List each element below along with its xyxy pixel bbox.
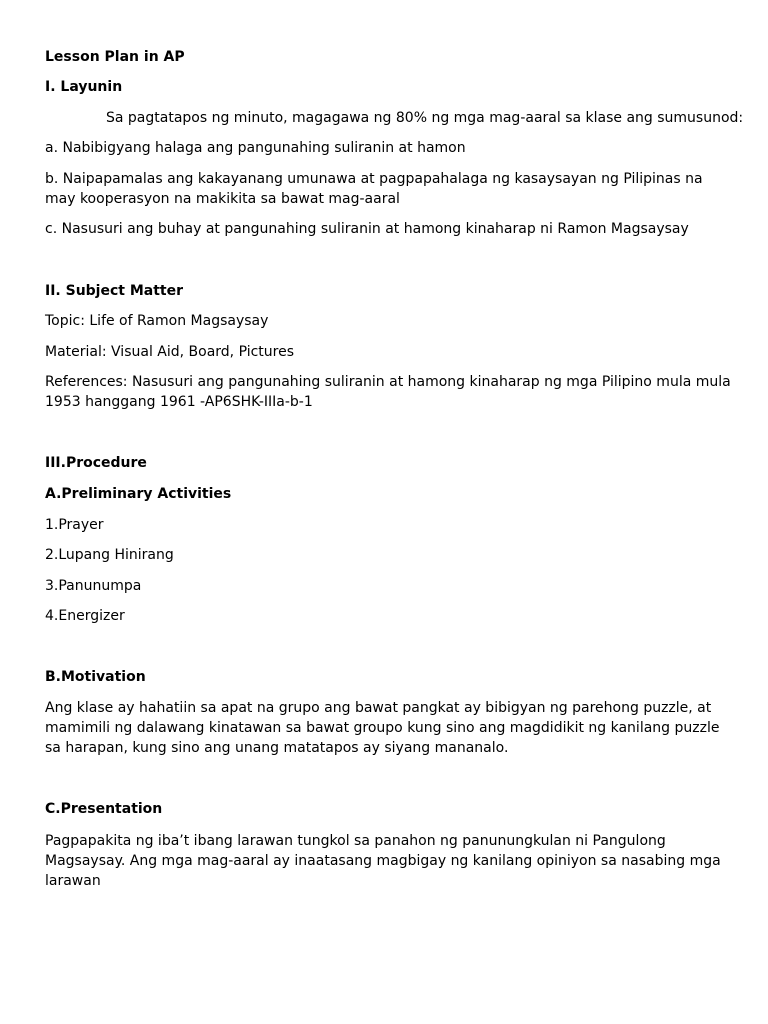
section-heading-procedure: III.Procedure [45,455,147,471]
presentation-text: Pagpapakita ng iba’t ibang larawan tungkol sa panahon ng panunungkulan ni Pangulong Magsaysay. Ang mga mag-aaral ay inaatasang magbigay ng kanilang opiniyon sa nasabing mga larawan [45,833,721,889]
subject-references: References: Nasusuri ang pangunahing suliranin at hamong kinaharap ng mga Pilipino mula mula 1953 hanggang 1961 -AP6SHK-IIIa-b-1 [45,374,731,410]
preliminary-item: 4.Energizer [45,608,125,624]
layunin-item-b: b. Naipapamalas ang kakayanang umunawa at pagpapahalaga ng kasaysayan ng Pilipinas na may kooperasyon na makikita sa bawat mag-aaral [45,171,703,207]
subject-topic: Topic: Life of Ramon Magsaysay [45,313,269,329]
preliminary-item: 1.Prayer [45,517,104,533]
subsection-heading-motivation: B.Motivation [45,669,146,685]
subsection-heading-preliminary: A.Preliminary Activities [45,486,232,502]
layunin-item-a: a. Nabibigyang halaga ang pangunahing suliranin at hamon [45,140,466,156]
layunin-intro: Sa pagtatapos ng minuto, magagawa ng 80% ng mga mag-aaral sa klase ang sumusunod: [106,110,744,126]
layunin-item-c: c. Nasusuri ang buhay at pangunahing suliranin at hamong kinaharap ni Ramon Magsaysay [45,221,689,237]
section-heading-subject-matter: II. Subject Matter [45,283,184,299]
document-title: Lesson Plan in AP [45,49,185,65]
preliminary-item: 3.Panunumpa [45,578,142,594]
subsection-heading-presentation: C.Presentation [45,801,163,817]
motivation-text: Ang klase ay hahatiin sa apat na grupo ang bawat pangkat ay bibigyan ng parehong puzzle, at mamimili ng dalawang kinatawan sa bawat groupo kung sino ang magdidikit ng kanilang puzzle sa harapan, kung sino ang unang matatapos ay siyang mananalo. [45,700,720,756]
section-heading-layunin: I. Layunin [45,79,123,95]
preliminary-item: 2.Lupang Hinirang [45,547,174,563]
subject-material: Material: Visual Aid, Board, Pictures [45,344,295,360]
